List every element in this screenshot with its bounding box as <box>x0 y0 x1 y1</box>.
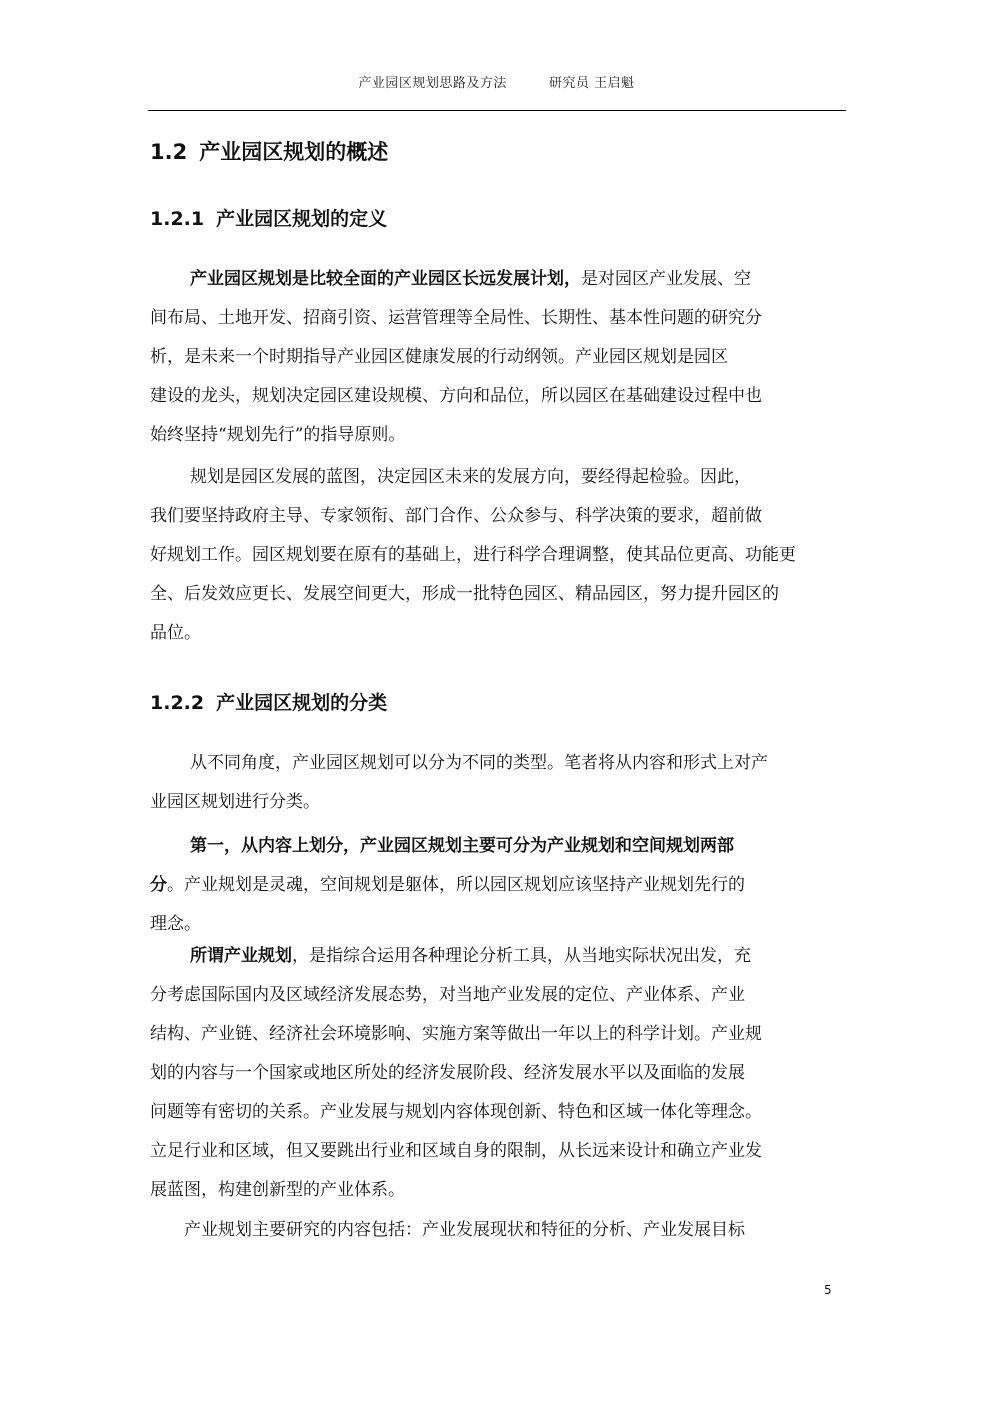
subsection-title: 产业园区规划的定义 <box>216 208 388 230</box>
subsection-heading-definition <box>150 204 387 231</box>
bold-lead: 第一，从内容上划分，产业园区规划主要可分为产业规划和空间规划两部 <box>190 836 734 856</box>
classification-paragraph-4 <box>150 1211 846 1250</box>
paragraph-line: 品位。 <box>150 623 201 643</box>
paragraph-line: 从不同角度，产业园区规划可以分为不同的类型。笔者将从内容和形式上对产 <box>190 753 768 773</box>
section-heading <box>150 136 388 166</box>
paragraph-line: 建设的龙头，规划决定园区建设规模、方向和品位，所以园区在基础建设过程中也 <box>150 386 762 406</box>
paragraph-line: 全、后发效应更长、发展空间更大，形成一批特色园区、精品园区，努力提升园区的 <box>150 584 779 604</box>
paragraph-line: 分考虑国际国内及区域经济发展态势，对当地产业发展的定位、产业体系、产业 <box>150 985 745 1005</box>
subsection-number: 1.2.2 <box>150 692 205 714</box>
bold-lead: 产业园区规划是比较全面的产业园区长远发展计划， <box>190 269 581 289</box>
subsection-heading-classification <box>150 688 387 715</box>
subsection-number: 1.2.1 <box>150 208 205 230</box>
header-rule <box>148 110 846 111</box>
header-title: 产业园区规划思路及方法 <box>358 76 507 91</box>
paragraph-line: 规划是园区发展的蓝图，决定园区未来的发展方向，要经得起检验。因此， <box>190 467 751 487</box>
definition-paragraph-2 <box>150 458 846 653</box>
section-number: 1.2 <box>150 140 188 164</box>
paragraph-line: 理念。 <box>150 914 201 934</box>
paragraph-line: 产业规划主要研究的内容包括：产业发展现状和特征的分析、产业发展目标 <box>184 1220 745 1240</box>
bold-lead: 分 <box>150 875 167 895</box>
paragraph-line: 结构、产业链、经济社会环境影响、实施方案等做出一年以上的科学计划。产业规 <box>150 1024 762 1044</box>
paragraph-line: 我们要坚持政府主导、专家领衔、部门合作、公众参与、科学决策的要求，超前做 <box>150 506 762 526</box>
paragraph-line: 划的内容与一个国家或地区所处的经济发展阶段、经济发展水平以及面临的发展 <box>150 1063 745 1083</box>
paragraph-line <box>150 827 846 866</box>
paragraph-line: 产业园区规划是比较全面的产业园区长远发展计划，是对园区产业发展、空 <box>190 269 751 289</box>
page-number: 5 <box>824 1283 832 1297</box>
paragraph-line: 立足行业和区域，但又要跳出行业和区域自身的限制，从长远来设计和确立产业发 <box>150 1141 762 1161</box>
paragraph-line: 展蓝图，构建创新型的产业体系。 <box>150 1180 405 1200</box>
running-header <box>0 72 993 91</box>
paragraph-line: 好规划工作。园区规划要在原有的基础上，进行科学合理调整，使其品位更高、功能更 <box>150 545 796 565</box>
bold-lead: 所谓产业规划 <box>190 946 292 966</box>
paragraph-line: 问题等有密切的关系。产业发展与规划内容体现创新、特色和区域一体化等理念。 <box>150 1102 762 1122</box>
paragraph-line: 所谓产业规划，是指综合运用各种理论分析工具，从当地实际状况出发，充 <box>190 946 751 966</box>
classification-paragraph-3 <box>150 937 846 1210</box>
paragraph-line: 始终坚持“规划先行”的指导原则。 <box>150 425 406 445</box>
classification-paragraph-1 <box>150 744 846 822</box>
paragraph-line: 间布局、土地开发、招商引资、运营管理等全局性、长期性、基本性问题的研究分 <box>150 308 762 328</box>
section-title: 产业园区规划的概述 <box>199 140 389 164</box>
paragraph-line: 析，是未来一个时期指导产业园区健康发展的行动纲领。产业园区规划是园区 <box>150 347 728 367</box>
subsection-title: 产业园区规划的分类 <box>216 692 388 714</box>
paragraph-line: 分。产业规划是灵魂，空间规划是躯体，所以园区规划应该坚持产业规划先行的 <box>150 875 745 895</box>
classification-paragraph-2 <box>150 827 846 944</box>
definition-paragraph-1 <box>150 260 846 455</box>
paragraph-line: 业园区规划进行分类。 <box>150 792 320 812</box>
header-author: 研究员 王启魁 <box>548 76 635 91</box>
